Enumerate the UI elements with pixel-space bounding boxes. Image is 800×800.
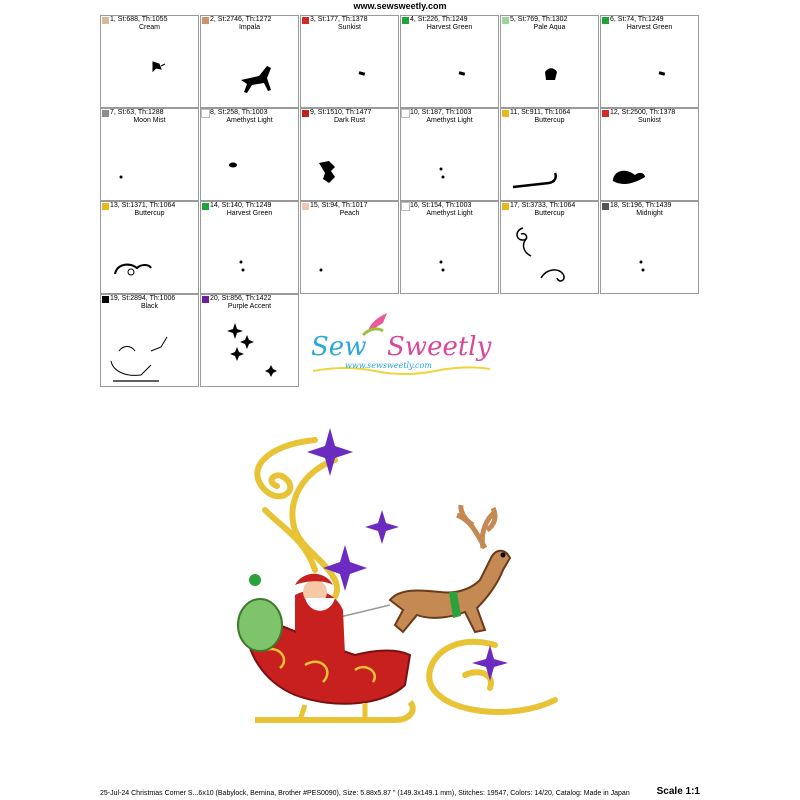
small-mark-icon xyxy=(401,32,500,108)
sleigh-runner-icon xyxy=(501,125,600,201)
color-stats: 13, St:1371, Th:1064 xyxy=(110,202,176,209)
color-name: Moon Mist xyxy=(133,117,166,124)
color-swatch xyxy=(302,17,309,24)
color-name: Impala xyxy=(238,24,260,31)
color-stats: 10, St:187, Th:1003 xyxy=(410,109,472,116)
color-name: Purple Accent xyxy=(227,303,272,310)
embroidery-design-preview xyxy=(225,420,585,740)
swirl-curl xyxy=(465,672,491,688)
site-url[interactable]: www.sewsweetly.com xyxy=(353,1,447,11)
svg-text:Sweetly: Sweetly xyxy=(387,332,492,362)
color-stats: 19, St:2894, Th:1006 xyxy=(110,295,176,302)
color-swatch xyxy=(302,110,309,117)
reindeer-body-icon xyxy=(201,32,300,108)
scale-label: Scale 1:1 xyxy=(656,786,700,797)
dots-icon xyxy=(401,125,500,201)
sleigh-outline-icon xyxy=(101,218,200,294)
color-stats: 18, St:196, Th:1439 xyxy=(610,202,672,209)
color-swatch xyxy=(602,110,609,117)
color-swatch xyxy=(402,110,409,117)
color-cell-12 xyxy=(600,108,699,201)
color-cell-10 xyxy=(400,108,499,201)
color-cell-16 xyxy=(400,201,499,294)
color-stats: 12, St:2500, Th:1378 xyxy=(610,109,676,116)
small-mark-icon xyxy=(301,32,400,108)
dot-icon xyxy=(101,125,200,201)
color-cell-5 xyxy=(500,15,599,108)
small-mark-icon xyxy=(601,32,700,108)
color-name: Dark Rust xyxy=(333,117,366,124)
sewsweetly-logo xyxy=(305,305,495,385)
color-name: Pale Aqua xyxy=(533,24,566,31)
santa-suit-icon xyxy=(301,125,400,201)
color-swatch xyxy=(202,17,209,24)
color-stats: 6, St:74, Th:1249 xyxy=(610,16,664,23)
bird-shape-icon xyxy=(101,32,200,108)
color-cell-19 xyxy=(100,294,199,387)
color-stats: 16, St:154, Th:1003 xyxy=(410,202,472,209)
dot-icon xyxy=(301,218,400,294)
color-name: Harvest Green xyxy=(226,210,273,217)
color-cell-20 xyxy=(200,294,299,387)
color-name: Buttercup xyxy=(534,210,565,217)
color-swatch xyxy=(102,296,109,303)
color-name: Midnight xyxy=(636,210,663,217)
dots-icon xyxy=(201,218,300,294)
color-stats: 8, St:258, Th:1003 xyxy=(210,109,268,116)
color-cell-2 xyxy=(200,15,299,108)
color-name: Harvest Green xyxy=(426,24,473,31)
reindeer xyxy=(390,505,510,632)
color-swatch xyxy=(202,110,209,117)
color-cell-3 xyxy=(300,15,399,108)
outline-drawing-icon xyxy=(101,311,200,387)
color-name: Black xyxy=(140,303,159,310)
color-name: Harvest Green xyxy=(626,24,673,31)
color-stats: 1, St:688, Th:1055 xyxy=(110,16,168,23)
color-stats: 2, St:2746, Th:1272 xyxy=(210,16,272,23)
color-swatch xyxy=(402,17,409,24)
color-stats: 15, St:94, Th:1017 xyxy=(310,202,368,209)
color-swatch xyxy=(202,296,209,303)
color-swatch xyxy=(502,17,509,24)
color-stats: 3, St:177, Th:1378 xyxy=(310,16,368,23)
color-cell-4 xyxy=(400,15,499,108)
color-name: Amethyst Light xyxy=(426,117,473,124)
color-stats: 7, St:63, Th:1288 xyxy=(110,109,164,116)
color-swatch xyxy=(102,17,109,24)
color-stats: 14, St:140, Th:1249 xyxy=(210,202,272,209)
footer-info: 25-Jul-24 Christmas Corner S...6x10 (Babylock, Bernina, Brother #PES0090), Size: 5.88x5.87 " (149.3x149.1 mm), Stitches: 19547, Colors: 14/20, Catalog: Made in Japan xyxy=(100,790,630,797)
color-stats: 17, St:3733, Th:1064 xyxy=(510,202,576,209)
color-cell-14 xyxy=(200,201,299,294)
color-name: Cream xyxy=(138,24,160,31)
color-name: Peach xyxy=(339,210,360,217)
logo-url: www.sewsweetly.com xyxy=(345,361,432,370)
color-name: Sunkist xyxy=(338,24,361,31)
color-stats: 11, St:911, Th:1064 xyxy=(510,109,571,116)
color-stats: 5, St:769, Th:1302 xyxy=(510,16,568,23)
color-cell-7 xyxy=(100,108,199,201)
color-swatch xyxy=(502,110,509,117)
color-cell-13 xyxy=(100,201,199,294)
swirls-icon xyxy=(501,218,600,294)
dots-icon xyxy=(401,218,500,294)
color-stats: 20, St:856, Th:1422 xyxy=(210,295,272,302)
color-name: Buttercup xyxy=(534,117,565,124)
color-cell-11 xyxy=(500,108,599,201)
svg-text:Sew: Sew xyxy=(311,332,367,362)
color-name: Sunkist xyxy=(638,117,661,124)
swirl-top-left xyxy=(257,440,315,496)
color-swatch xyxy=(502,203,509,210)
color-cell-1 xyxy=(100,15,199,108)
color-swatch xyxy=(602,203,609,210)
color-cell-17 xyxy=(500,201,599,294)
color-swatch xyxy=(102,203,109,210)
stars-icon xyxy=(201,311,300,387)
color-swatch xyxy=(102,110,109,117)
color-name: Amethyst Light xyxy=(226,117,273,124)
color-cell-6 xyxy=(600,15,699,108)
color-swatch xyxy=(302,203,309,210)
dots-icon xyxy=(601,218,700,294)
color-swatch xyxy=(602,17,609,24)
color-cell-15 xyxy=(300,201,399,294)
color-cell-8 xyxy=(200,108,299,201)
color-cell-18 xyxy=(600,201,699,294)
color-cell-9 xyxy=(300,108,399,201)
color-swatch xyxy=(202,203,209,210)
small-blob-icon xyxy=(201,125,300,201)
sleigh-body-icon xyxy=(601,125,700,201)
bag-shape-icon xyxy=(501,32,600,108)
color-swatch xyxy=(402,203,409,210)
color-name: Amethyst Light xyxy=(426,210,473,217)
color-stats: 4, St:226, Th:1249 xyxy=(410,16,468,23)
color-stats: 9, St:1510, Th:1477 xyxy=(310,109,372,116)
color-name: Buttercup xyxy=(134,210,165,217)
